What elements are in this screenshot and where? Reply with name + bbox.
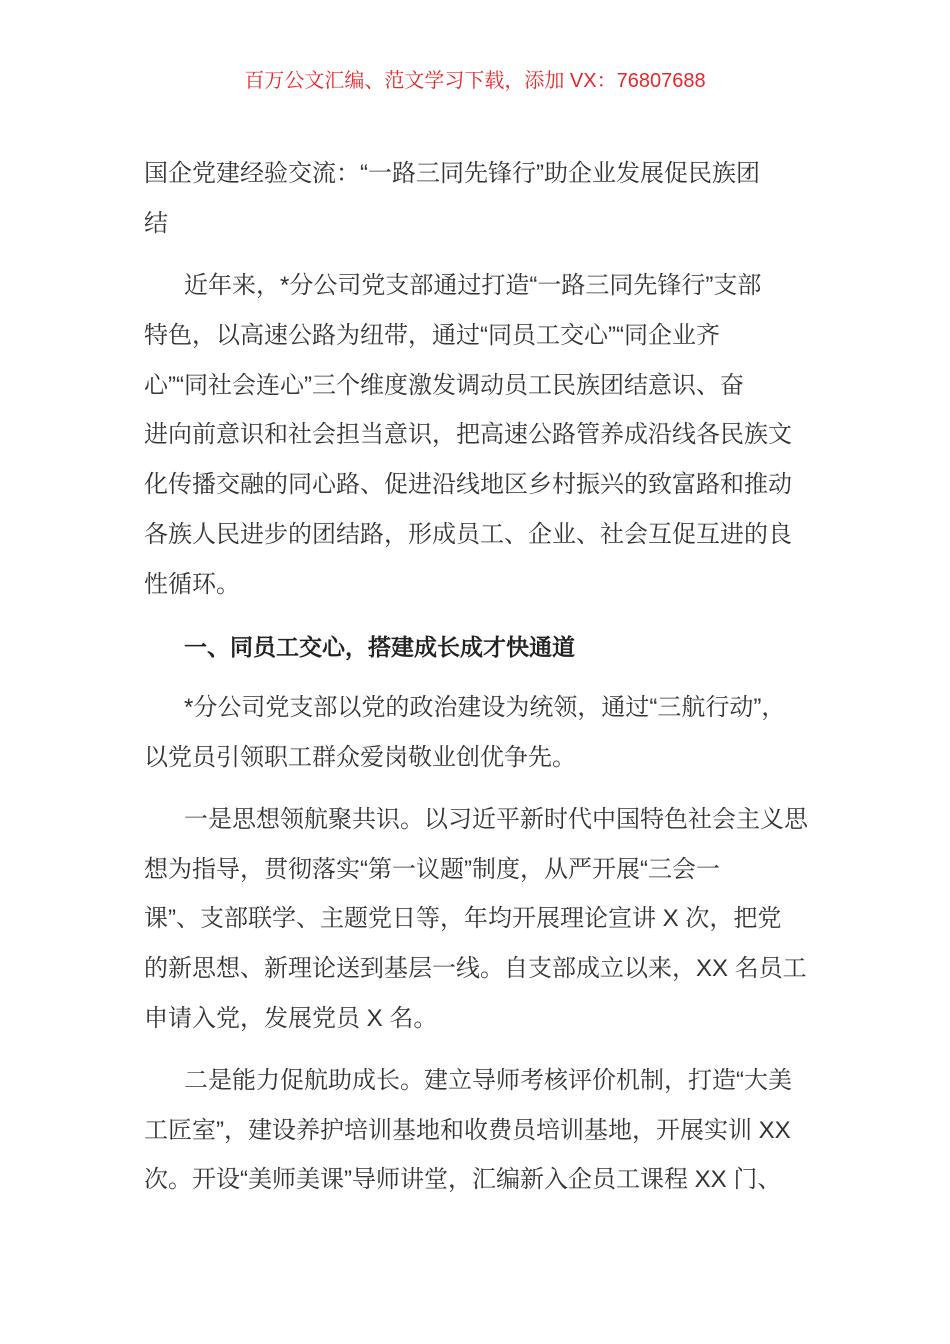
text-line: 想为指导，贯彻落实“第一议题”制度，从严开展“三会一 xyxy=(144,856,720,883)
text-line: 一是思想领航聚共识。以习近平新时代中国特色社会主义思 xyxy=(184,806,808,833)
text-line: 进向前意识和社会担当意识，把高速公路管养成沿线各民族文 xyxy=(144,421,792,448)
text-line: 各族人民进步的团结路，形成员工、企业、社会互促互进的良 xyxy=(144,521,792,548)
text-line: 性循环。 xyxy=(144,571,240,598)
watermark-header: 百万公文汇编、范文学习下载，添加 VX：76807688 xyxy=(244,70,706,92)
text-line: *分公司党支部以党的政治建设为统领，通过“三航行动”， xyxy=(184,694,786,721)
text-line: 特色，以高速公路为纽带，通过“同员工交心”“同企业齐 xyxy=(144,322,720,349)
text-line: 化传播交融的同心路、促进沿线地区乡村振兴的致富路和推动 xyxy=(144,471,792,498)
text-line: 工匠室”，建设养护培训基地和收费员培训基地，开展实训 XX xyxy=(144,1117,791,1144)
text-line: 以党员引领职工群众爱岗敬业创优争先。 xyxy=(144,744,576,771)
title-line: 结 xyxy=(144,210,168,237)
text-line: 近年来，*分公司党支部通过打造“一路三同先锋行”支部 xyxy=(184,272,762,299)
text-line: 的新思想、新理论送到基层一线。自支部成立以来，XX 名员工 xyxy=(144,955,807,982)
text-line: 课”、支部联学、主题党日等，年均开展理论宣讲 X 次，把党 xyxy=(144,905,782,932)
text-line: 次。开设“美师美课”导师讲堂，汇编新入企员工课程 XX 门、 xyxy=(144,1166,782,1193)
text-line: 申请入党，发展党员 X 名。 xyxy=(144,1005,438,1032)
section-heading: 一、同员工交心，搭建成长成才快通道 xyxy=(184,634,575,660)
title-line: 国企党建经验交流：“一路三同先锋行”助企业发展促民族团 xyxy=(144,160,760,187)
text-line: 二是能力促航助成长。建立导师考核评价机制，打造“大美 xyxy=(184,1067,792,1094)
text-line: 心”“同社会连心”三个维度激发调动员工民族团结意识、奋 xyxy=(144,372,744,399)
